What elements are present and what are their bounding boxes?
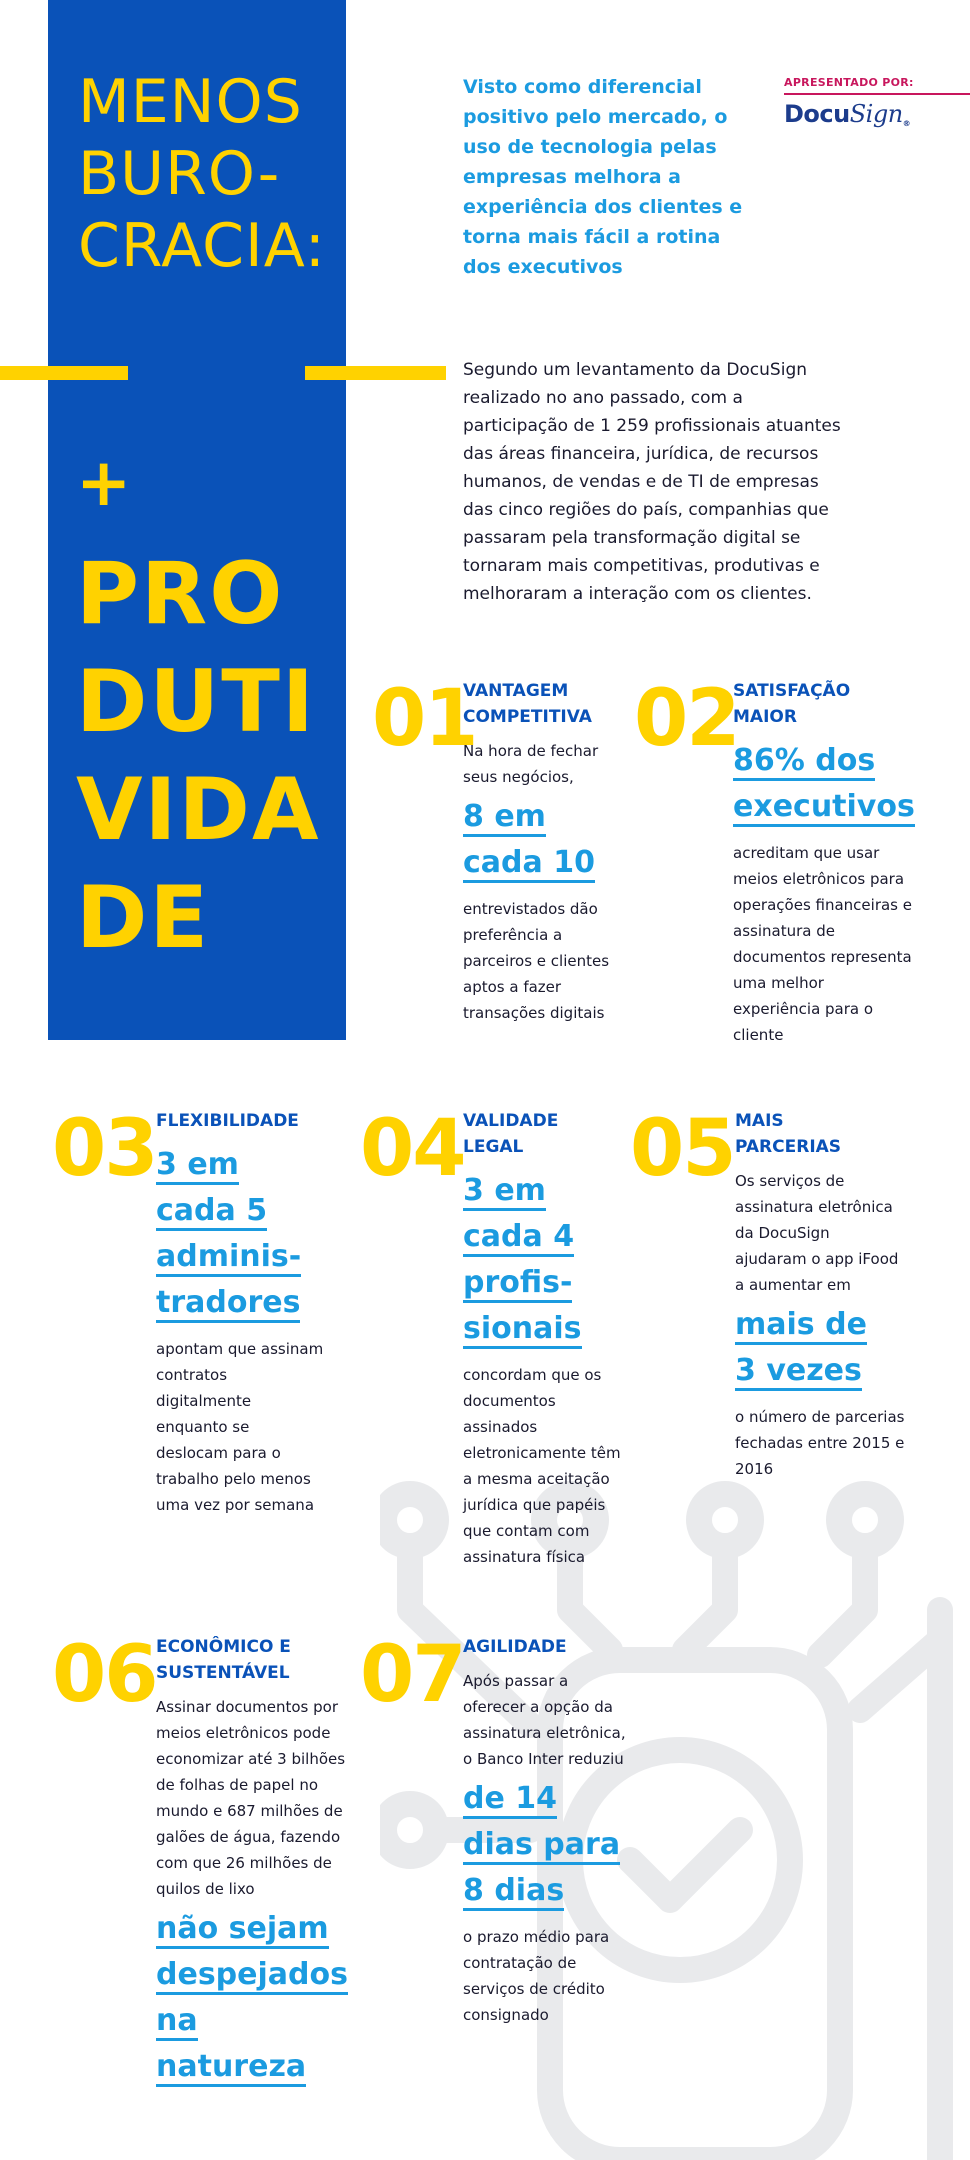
stat-intro-text: Assinar documentos por meios eletrônicos pode economizar até 3 bilhões de folhas de papel no mundo e 687 milhões de galões de água, fazendo com que 26 milhões de quilos de lixo <box>156 1698 346 1898</box>
survey-paragraph: Segundo um levantamento da DocuSign realizado no ano passado, com a participação de 1 259 profissionais atuantes das áreas financeira, jurídica, de recursos humanos, de vendas e de TI de empresas das cinco regiões do país, companhias que passaram pela transformação digital se tornaram mais competitivas, produtivas e melhoraram a interação com os clientes. <box>463 360 841 604</box>
stat-intro-text: Os serviços de assinatura eletrônica da DocuSign ajudaram o app iFood a aumentar em <box>735 1172 899 1294</box>
stat-intro-text: Após passar a oferecer a opção da assinatura eletrônica, o Banco Inter reduziu <box>463 1672 626 1768</box>
headline-title: MENOS BURO- CRACIA: <box>78 67 326 281</box>
stat-detail-text: o número de parcerias fechadas entre 2015 e 2016 <box>735 1408 905 1478</box>
stat-detail-text: apontam que assinam contratos digitalmente enquanto se deslocam para o trabalho pelo menos uma vez por semana <box>156 1340 324 1514</box>
stat-content <box>463 1108 633 1570</box>
stat-number: 05 <box>630 1104 735 1194</box>
stat-number: 02 <box>634 674 739 764</box>
stat-category: AGILIDADE <box>463 1637 567 1657</box>
stat-content <box>463 678 623 1026</box>
stat-content <box>735 1108 905 1482</box>
stat-number: 06 <box>52 1630 157 1720</box>
produtividade-title: PRO DUTI VIDA DE <box>76 544 321 968</box>
stat-content <box>156 1108 326 1518</box>
intro-text: Visto como diferencial positivo pelo mercado, o uso de tecnologia pelas empresas melhora a experiência dos clientes e torna mais fácil a rotina dos executivos <box>463 76 743 278</box>
stat-highlight: 3 em cada 5 adminis- tradores <box>156 1142 326 1326</box>
stat-category: FLEXIBILIDADE <box>156 1111 299 1131</box>
presented-by-label: APRESENTADO POR: <box>784 76 970 95</box>
plus-sign: + <box>76 444 132 521</box>
stat-detail-text: concordam que os documentos assinados eletronicamente têm a mesma aceitação jurídica que papéis que contam com assinatura física <box>463 1366 621 1566</box>
docusign-logo: DocuSign® <box>784 100 911 128</box>
stat-detail-text: o prazo médio para contratação de serviços de crédito consignado <box>463 1928 610 2024</box>
stat-category: SATISFAÇÃO MAIOR <box>733 681 851 727</box>
stat-number: 07 <box>360 1630 465 1720</box>
stat-category: MAIS PARCERIAS <box>735 1111 842 1157</box>
stat-content <box>156 1634 346 2100</box>
stat-detail-text: acreditam que usar meios eletrônicos para operações financeiras e assinatura de documentos representa uma melhor experiência para o cliente <box>733 844 912 1044</box>
stat-highlight: 8 em cada 10 <box>463 794 623 886</box>
stat-intro-text: Na hora de fechar seus negócios, <box>463 742 599 786</box>
stat-content <box>733 678 913 1048</box>
stat-number: 01 <box>372 674 477 764</box>
stat-category: VALIDADE LEGAL <box>463 1111 559 1157</box>
stat-detail-text: entrevistados dão preferência a parceiros e clientes aptos a fazer transações digitais <box>463 900 610 1022</box>
stat-number: 04 <box>360 1104 465 1194</box>
stat-highlight: não sejam despejados na natureza <box>156 1906 346 2090</box>
divider-left <box>0 366 128 380</box>
stat-content <box>463 1634 633 2028</box>
stat-highlight: 3 em cada 4 profis- sionais <box>463 1168 633 1352</box>
stat-highlight: 86% dos executivos <box>733 738 913 830</box>
stat-category: VANTAGEM COMPETITIVA <box>463 681 592 727</box>
stat-highlight: de 14 dias para 8 dias <box>463 1776 633 1914</box>
divider-right <box>305 366 446 380</box>
stat-number: 03 <box>52 1104 157 1194</box>
stat-category: ECONÔMICO E SUSTENTÁVEL <box>156 1637 291 1683</box>
stat-highlight: mais de 3 vezes <box>735 1302 905 1394</box>
